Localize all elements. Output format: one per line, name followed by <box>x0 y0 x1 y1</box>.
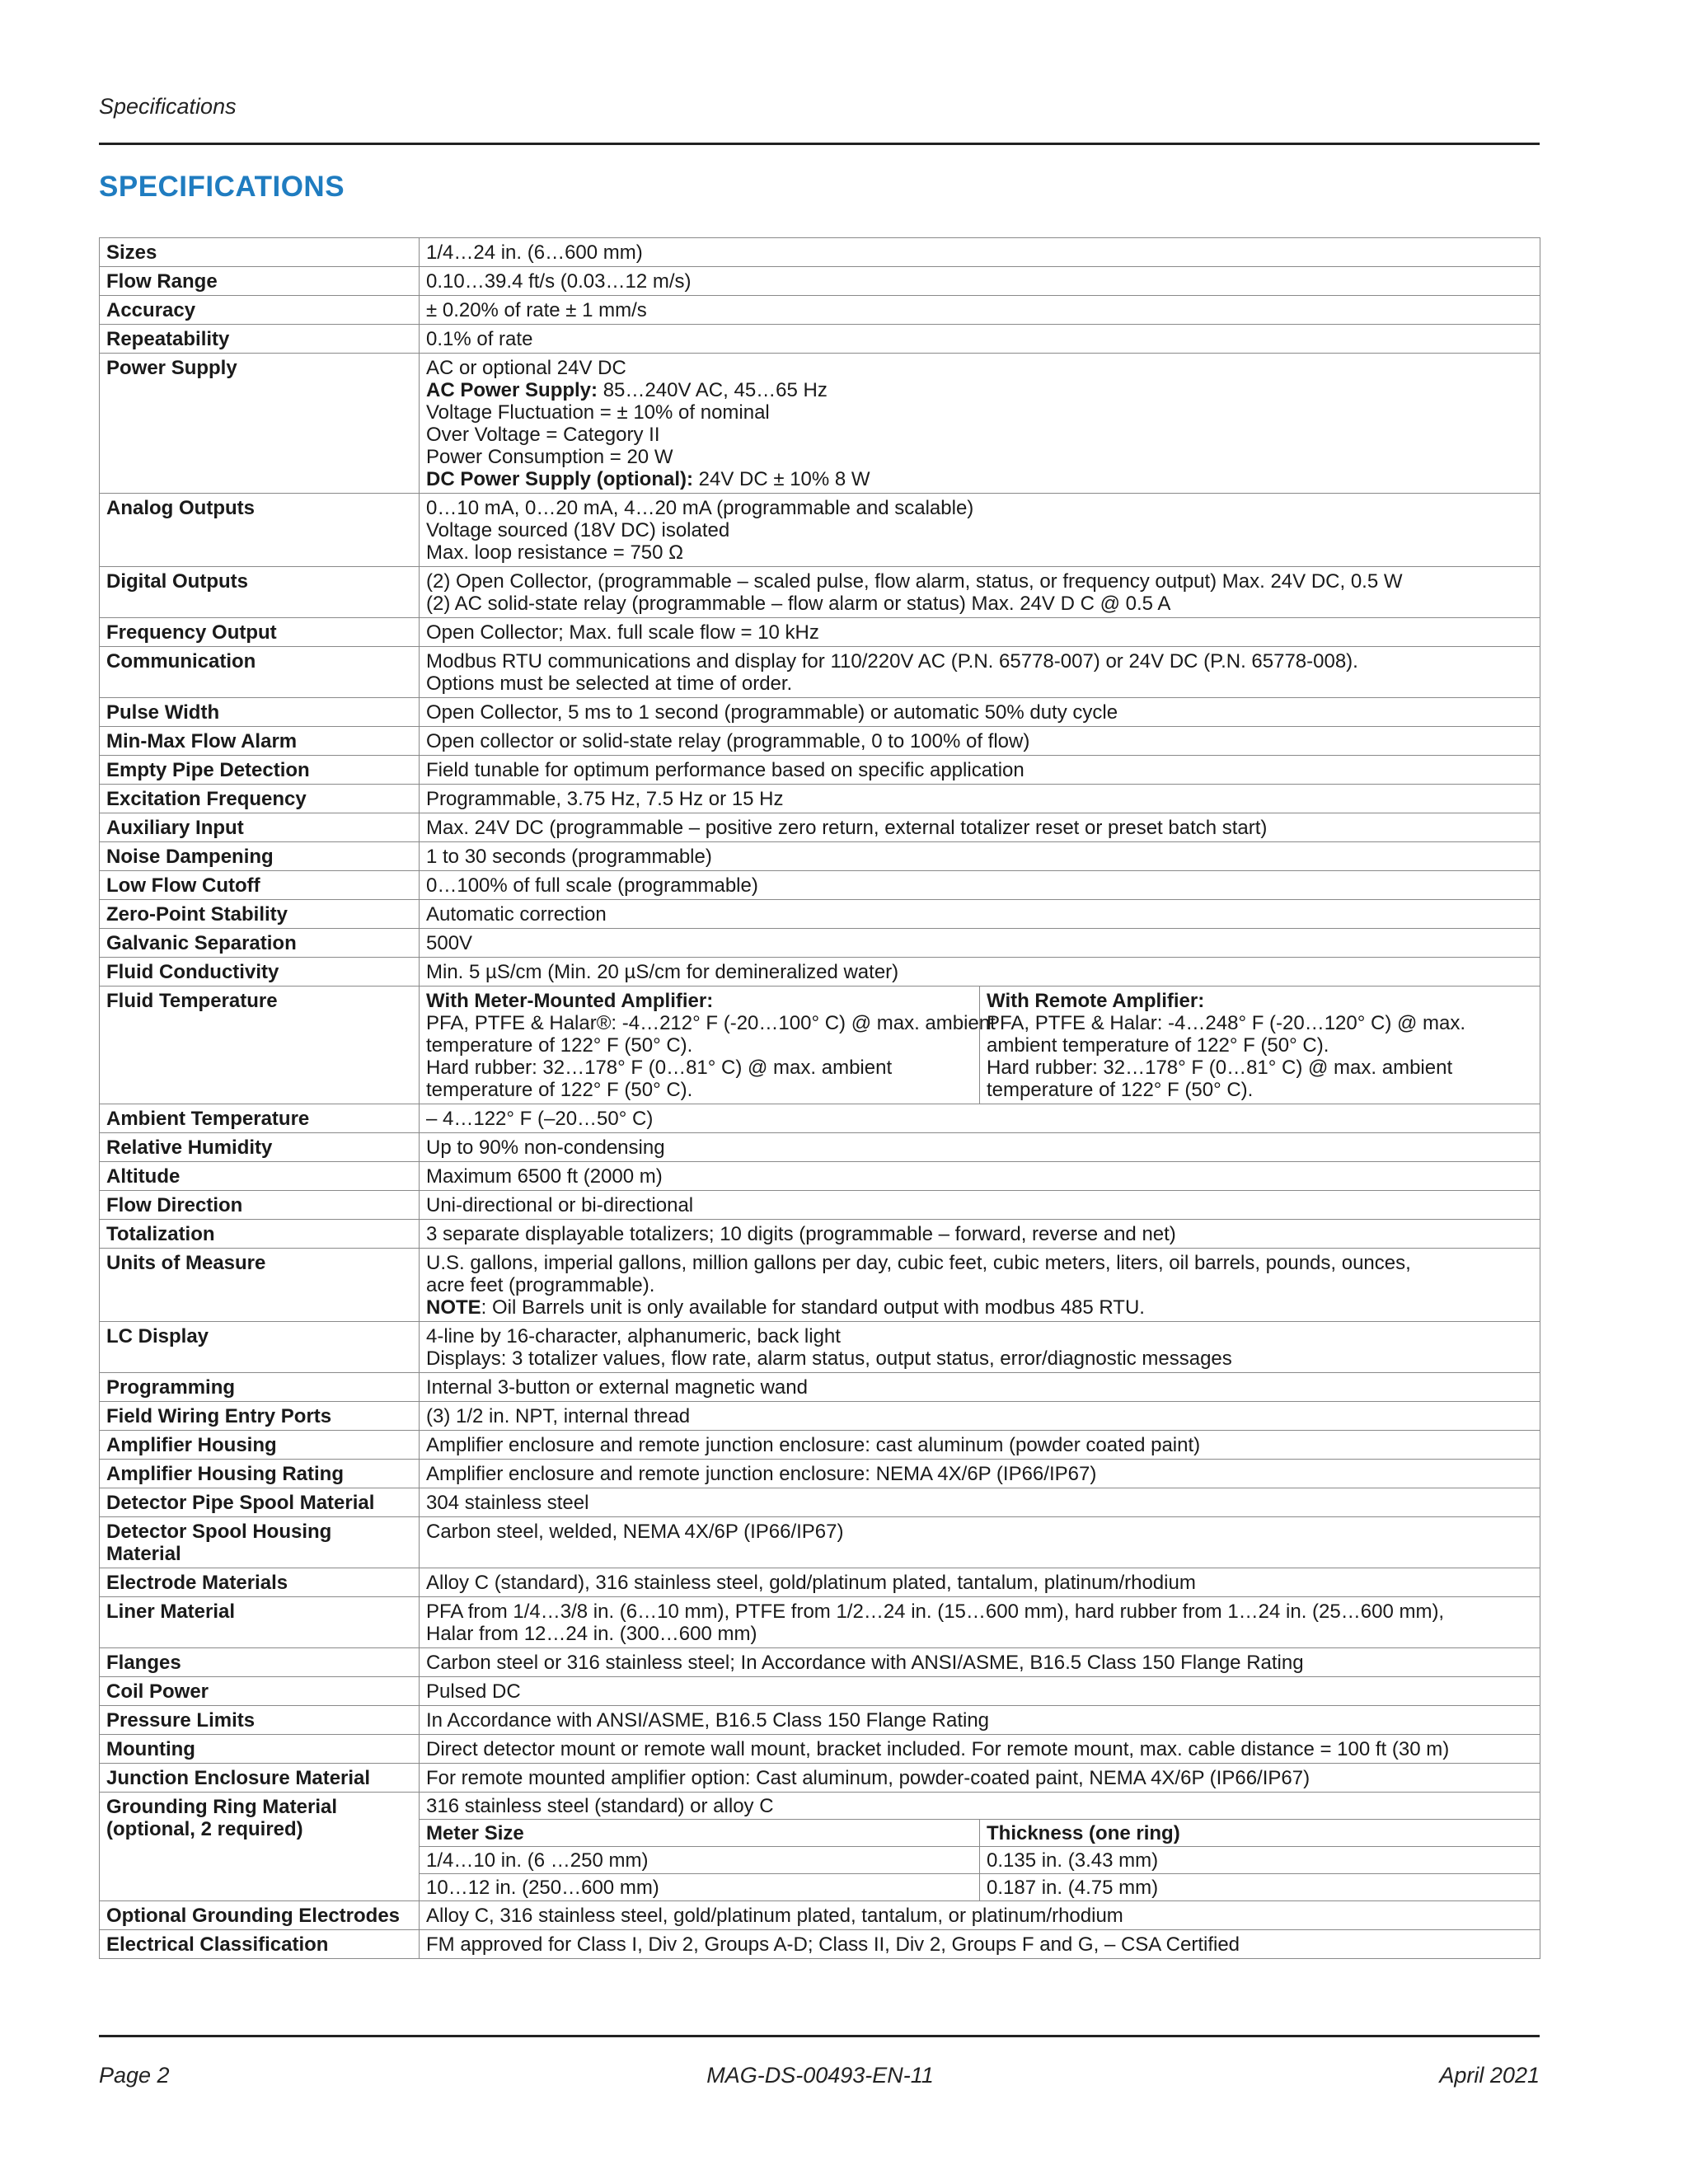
spec-row-low-flow-cutoff <box>100 871 1540 900</box>
spec-row-totalization <box>100 1220 1540 1249</box>
spec-line: temperature of 122° F (50° C). <box>987 1079 1254 1101</box>
spec-row-repeatability <box>100 325 1540 354</box>
spec-label <box>100 1517 420 1568</box>
spec-label: Field Wiring Entry Ports <box>100 1402 420 1431</box>
spec-value: Open Collector, 5 ms to 1 second (programmable) or automatic 50% duty cycle <box>420 698 1540 727</box>
spec-value: Up to 90% non-condensing <box>420 1133 1540 1162</box>
spec-label: Amplifier Housing <box>100 1431 420 1460</box>
spec-label: Junction Enclosure Material <box>100 1764 420 1793</box>
spec-row-amplifier-housing-rating <box>100 1460 1540 1488</box>
column-header-meter-size: Meter Size <box>420 1820 980 1847</box>
spec-label: Frequency Output <box>100 618 420 647</box>
spec-row-zero-point-stability <box>100 900 1540 929</box>
thickness-cell: 0.187 in. (4.75 mm) <box>980 1874 1540 1901</box>
spec-value: In Accordance with ANSI/ASME, B16.5 Class 150 Flange Rating <box>420 1706 1540 1735</box>
spec-line: (2) AC solid-state relay (programmable – flow alarm or status) Max. 24V D C @ 0.5 A <box>426 593 1171 615</box>
spec-value: Alloy C, 316 stainless steel, gold/platinum plated, tantalum, or platinum/rhodium <box>420 1901 1540 1930</box>
spec-row-flow-direction <box>100 1191 1540 1220</box>
spec-line: acre feet (programmable). <box>426 1274 655 1296</box>
spec-label: Low Flow Cutoff <box>100 871 420 900</box>
spec-value: 304 stainless steel <box>420 1488 1540 1517</box>
spec-label: LC Display <box>100 1322 420 1373</box>
spec-label: Repeatability <box>100 325 420 354</box>
spec-label: Ambient Temperature <box>100 1104 420 1133</box>
spec-label-line: (optional, 2 required) <box>106 1818 303 1840</box>
spec-line: PFA, PTFE & Halar: -4…248° F (-20…120° C) @ max. <box>987 1012 1466 1034</box>
spec-row-amplifier-housing <box>100 1431 1540 1460</box>
spec-label: Relative Humidity <box>100 1133 420 1162</box>
note-label: NOTE <box>426 1296 481 1319</box>
spec-line: (2) Open Collector, (programmable – scaled pulse, flow alarm, status, or frequency output) Max. 24V DC, 0.5 W <box>426 570 1403 593</box>
spec-row-grounding-ring-material <box>100 1793 1540 1901</box>
spec-line: Voltage sourced (18V DC) isolated <box>426 519 730 541</box>
spec-row-junction-enclosure-material <box>100 1764 1540 1793</box>
spec-value: Field tunable for optimum performance based on specific application <box>420 756 1540 785</box>
spec-label: Flow Direction <box>100 1191 420 1220</box>
spec-row-detector-spool-housing-material <box>100 1517 1540 1568</box>
spec-value: For remote mounted amplifier option: Cast aluminum, powder-coated paint, NEMA 4X/6P (IP66/IP67) <box>420 1764 1540 1793</box>
spec-line: ambient temperature of 122° F (50° C). <box>987 1034 1329 1057</box>
spec-row-field-wiring-entry-ports <box>100 1402 1540 1431</box>
dc-power-value: 24V DC ± 10% 8 W <box>693 468 870 490</box>
spec-value: 0.10…39.4 ft/s (0.03…12 m/s) <box>420 267 1540 296</box>
spec-label: Digital Outputs <box>100 567 420 618</box>
spec-row-optional-grounding-electrodes <box>100 1901 1540 1930</box>
dc-power-label: DC Power Supply (optional): <box>426 468 693 490</box>
spec-line <box>426 379 1533 401</box>
table-row <box>420 1847 1540 1874</box>
spec-label: Fluid Temperature <box>100 987 420 1104</box>
column-header-thickness: Thickness (one ring) <box>980 1820 1540 1847</box>
spec-row-noise-dampening <box>100 842 1540 871</box>
spec-row-accuracy <box>100 296 1540 325</box>
spec-label: Communication <box>100 647 420 698</box>
spec-label: Pulse Width <box>100 698 420 727</box>
spec-row-coil-power <box>100 1677 1540 1706</box>
spec-value: 0…100% of full scale (programmable) <box>420 871 1540 900</box>
spec-value <box>420 1597 1540 1648</box>
ac-power-value: 85…240V AC, 45…65 Hz <box>598 379 828 401</box>
spec-label: Flanges <box>100 1648 420 1677</box>
spec-row-relative-humidity <box>100 1133 1540 1162</box>
spec-label: Programming <box>100 1373 420 1402</box>
spec-label: Coil Power <box>100 1677 420 1706</box>
spec-value: 0.1% of rate <box>420 325 1540 354</box>
spec-line: Over Voltage = Category II <box>426 424 660 446</box>
spec-label: Altitude <box>100 1162 420 1191</box>
spec-label: Pressure Limits <box>100 1706 420 1735</box>
spec-label: Optional Grounding Electrodes <box>100 1901 420 1930</box>
spec-label: Sizes <box>100 238 420 267</box>
spec-label: Empty Pipe Detection <box>100 756 420 785</box>
grounding-ring-subtable <box>420 1793 1540 1900</box>
spec-label: Auxiliary Input <box>100 813 420 842</box>
spec-value: Direct detector mount or remote wall mount, bracket included. For remote mount, max. cable distance = 100 ft (30 m) <box>420 1735 1540 1764</box>
spec-value: Amplifier enclosure and remote junction enclosure: NEMA 4X/6P (IP66/IP67) <box>420 1460 1540 1488</box>
spec-line: 4-line by 16-character, alphanumeric, back light <box>426 1325 841 1347</box>
spec-row-pulse-width <box>100 698 1540 727</box>
running-head: Specifications <box>99 94 237 119</box>
header-rule <box>99 143 1540 145</box>
footer-rule <box>99 2035 1540 2037</box>
spec-label: Excitation Frequency <box>100 785 420 813</box>
remote-amplifier-heading-text: With Remote Amplifier: <box>987 990 1205 1012</box>
page-number: Page 2 <box>99 2063 170 2088</box>
spec-value <box>420 987 1540 1104</box>
remote-amplifier-heading <box>987 990 1533 1012</box>
spec-row-analog-outputs <box>100 494 1540 567</box>
spec-line: U.S. gallons, imperial gallons, million gallons per day, cubic feet, cubic meters, liters, oil barrels, pounds, ounces, <box>426 1252 1411 1274</box>
spec-value: Automatic correction <box>420 900 1540 929</box>
spec-row-detector-pipe-spool-material <box>100 1488 1540 1517</box>
spec-label: Amplifier Housing Rating <box>100 1460 420 1488</box>
spec-row-flow-range <box>100 267 1540 296</box>
spec-line: Hard rubber: 32…178° F (0…81° C) @ max. ambient <box>426 1057 893 1079</box>
spec-label: Units of Measure <box>100 1249 420 1322</box>
spec-label: Mounting <box>100 1735 420 1764</box>
spec-label: Electrode Materials <box>100 1568 420 1597</box>
spec-line: 0…10 mA, 0…20 mA, 4…20 mA (programmable and scalable) <box>426 497 974 519</box>
spec-line: Hard rubber: 32…178° F (0…81° C) @ max. ambient <box>987 1057 1453 1079</box>
spec-value: Carbon steel or 316 stainless steel; In Accordance with ANSI/ASME, B16.5 Class 150 Flange Rating <box>420 1648 1540 1677</box>
spec-row-electrical-classification <box>100 1930 1540 1959</box>
spec-row-fluid-temperature <box>100 987 1540 1104</box>
spec-row-ambient-temperature <box>100 1104 1540 1133</box>
spec-label-line: Grounding Ring Material <box>106 1796 337 1818</box>
spec-row-excitation-frequency <box>100 785 1540 813</box>
spec-line <box>426 468 1533 490</box>
spec-label: Min-Max Flow Alarm <box>100 727 420 756</box>
spec-label: Flow Range <box>100 267 420 296</box>
spec-value: FM approved for Class I, Div 2, Groups A-D; Class II, Div 2, Groups F and G, – CSA Certified <box>420 1930 1540 1959</box>
spec-label: Liner Material <box>100 1597 420 1648</box>
spec-value: ± 0.20% of rate ± 1 mm/s <box>420 296 1540 325</box>
spec-label <box>100 1793 420 1901</box>
spec-line: Options must be selected at time of order. <box>426 673 793 695</box>
spec-label: Analog Outputs <box>100 494 420 567</box>
ac-power-label: AC Power Supply: <box>426 379 598 401</box>
spec-value: Uni-directional or bi-directional <box>420 1191 1540 1220</box>
spec-value: Programmable, 3.75 Hz, 7.5 Hz or 15 Hz <box>420 785 1540 813</box>
spec-value: (3) 1/2 in. NPT, internal thread <box>420 1402 1540 1431</box>
spec-value: 500V <box>420 929 1540 958</box>
page-title: SPECIFICATIONS <box>99 171 345 203</box>
spec-label: Electrical Classification <box>100 1930 420 1959</box>
spec-line: Displays: 3 totalizer values, flow rate, alarm status, output status, error/diagnostic messages <box>426 1347 1232 1370</box>
spec-row-programming <box>100 1373 1540 1402</box>
spec-value <box>420 354 1540 494</box>
meter-size-cell: 10…12 in. (250…600 mm) <box>420 1874 980 1901</box>
spec-label: Detector Pipe Spool Material <box>100 1488 420 1517</box>
spec-row-pressure-limits <box>100 1706 1540 1735</box>
spec-label: Power Supply <box>100 354 420 494</box>
spec-value <box>420 647 1540 698</box>
spec-line: temperature of 122° F (50° C). <box>426 1034 693 1057</box>
spec-value <box>420 1322 1540 1373</box>
spec-label: Fluid Conductivity <box>100 958 420 987</box>
fluid-temperature-subtable <box>420 987 1540 1104</box>
spec-label: Zero-Point Stability <box>100 900 420 929</box>
spec-row-mounting <box>100 1735 1540 1764</box>
spec-value <box>420 567 1540 618</box>
spec-value: Open collector or solid-state relay (programmable, 0 to 100% of flow) <box>420 727 1540 756</box>
spec-value <box>420 1793 1540 1901</box>
spec-row-empty-pipe-detection <box>100 756 1540 785</box>
spec-value: 3 separate displayable totalizers; 10 digits (programmable – forward, reverse and net) <box>420 1220 1540 1249</box>
spec-value <box>420 494 1540 567</box>
spec-value: 1/4…24 in. (6…600 mm) <box>420 238 1540 267</box>
spec-line: Max. loop resistance = 750 Ω <box>426 541 684 564</box>
spec-row-galvanic-separation <box>100 929 1540 958</box>
spec-label: Totalization <box>100 1220 420 1249</box>
meter-mounted-heading <box>426 990 973 1012</box>
spec-value: Maximum 6500 ft (2000 m) <box>420 1162 1540 1191</box>
spec-line: AC or optional 24V DC <box>426 357 626 379</box>
spec-row-sizes <box>100 238 1540 267</box>
spec-row-auxiliary-input <box>100 813 1540 842</box>
spec-row-altitude <box>100 1162 1540 1191</box>
spec-label-line: Detector Spool Housing <box>106 1521 332 1543</box>
spec-value: Open Collector; Max. full scale flow = 10 kHz <box>420 618 1540 647</box>
spec-value: Alloy C (standard), 316 stainless steel, gold/platinum plated, tantalum, platinum/rhodium <box>420 1568 1540 1597</box>
spec-value: Pulsed DC <box>420 1677 1540 1706</box>
spec-line: Voltage Fluctuation = ± 10% of nominal <box>426 401 770 424</box>
remote-amplifier-column <box>980 987 1540 1104</box>
spec-line: Power Consumption = 20 W <box>426 446 673 468</box>
spec-value: Amplifier enclosure and remote junction enclosure: cast aluminum (powder coated paint) <box>420 1431 1540 1460</box>
spec-row-communication <box>100 647 1540 698</box>
spec-row-digital-outputs <box>100 567 1540 618</box>
spec-value: Carbon steel, welded, NEMA 4X/6P (IP66/IP67) <box>420 1517 1540 1568</box>
spec-label: Galvanic Separation <box>100 929 420 958</box>
spec-value: Internal 3-button or external magnetic wand <box>420 1373 1540 1402</box>
meter-mounted-column <box>420 987 996 1104</box>
spec-line <box>426 1296 1533 1319</box>
note-text: : Oil Barrels unit is only available for standard output with modbus 485 RTU. <box>481 1296 1145 1319</box>
spec-line: temperature of 122° F (50° C). <box>426 1079 693 1101</box>
spec-row-fluid-conductivity <box>100 958 1540 987</box>
grounding-ring-value: 316 stainless steel (standard) or alloy C <box>426 1795 774 1817</box>
spec-row-lc-display <box>100 1322 1540 1373</box>
document-number: MAG-DS-00493-EN-11 <box>706 2063 934 2088</box>
spec-value <box>420 1249 1540 1322</box>
publication-date: April 2021 <box>1439 2063 1540 2088</box>
spec-row-frequency-output <box>100 618 1540 647</box>
spec-value: – 4…122° F (–20…50° C) <box>420 1104 1540 1133</box>
specifications-table <box>99 237 1540 1959</box>
meter-size-cell: 1/4…10 in. (6 …250 mm) <box>420 1847 980 1874</box>
spec-value: 1 to 30 seconds (programmable) <box>420 842 1540 871</box>
table-row <box>420 1874 1540 1901</box>
thickness-cell: 0.135 in. (3.43 mm) <box>980 1847 1540 1874</box>
spec-line: Modbus RTU communications and display for 110/220V AC (P.N. 65778-007) or 24V DC (P.N. 65778-008). <box>426 650 1358 673</box>
spec-value: Max. 24V DC (programmable – positive zero return, external totalizer reset or preset batch start) <box>420 813 1540 842</box>
spec-line: PFA, PTFE & Halar®: -4…212° F (-20…100° C) @ max. ambient <box>426 1012 996 1034</box>
spec-row-flanges <box>100 1648 1540 1677</box>
spec-value: Min. 5 µS/cm (Min. 20 µS/cm for demineralized water) <box>420 958 1540 987</box>
spec-label: Noise Dampening <box>100 842 420 871</box>
spec-label: Accuracy <box>100 296 420 325</box>
spec-line: Halar from 12…24 in. (300…600 mm) <box>426 1623 757 1645</box>
spec-label-line: Material <box>106 1543 181 1565</box>
spec-row-power-supply <box>100 354 1540 494</box>
spec-row-units-of-measure <box>100 1249 1540 1322</box>
spec-line: PFA from 1/4…3/8 in. (6…10 mm), PTFE from 1/2…24 in. (15…600 mm), hard rubber from 1…24 in. (25…600 mm), <box>426 1601 1445 1623</box>
spec-row-electrode-materials <box>100 1568 1540 1597</box>
spec-row-liner-material <box>100 1597 1540 1648</box>
spec-row-min-max-flow-alarm <box>100 727 1540 756</box>
meter-mounted-heading-text: With Meter-Mounted Amplifier: <box>426 990 714 1012</box>
